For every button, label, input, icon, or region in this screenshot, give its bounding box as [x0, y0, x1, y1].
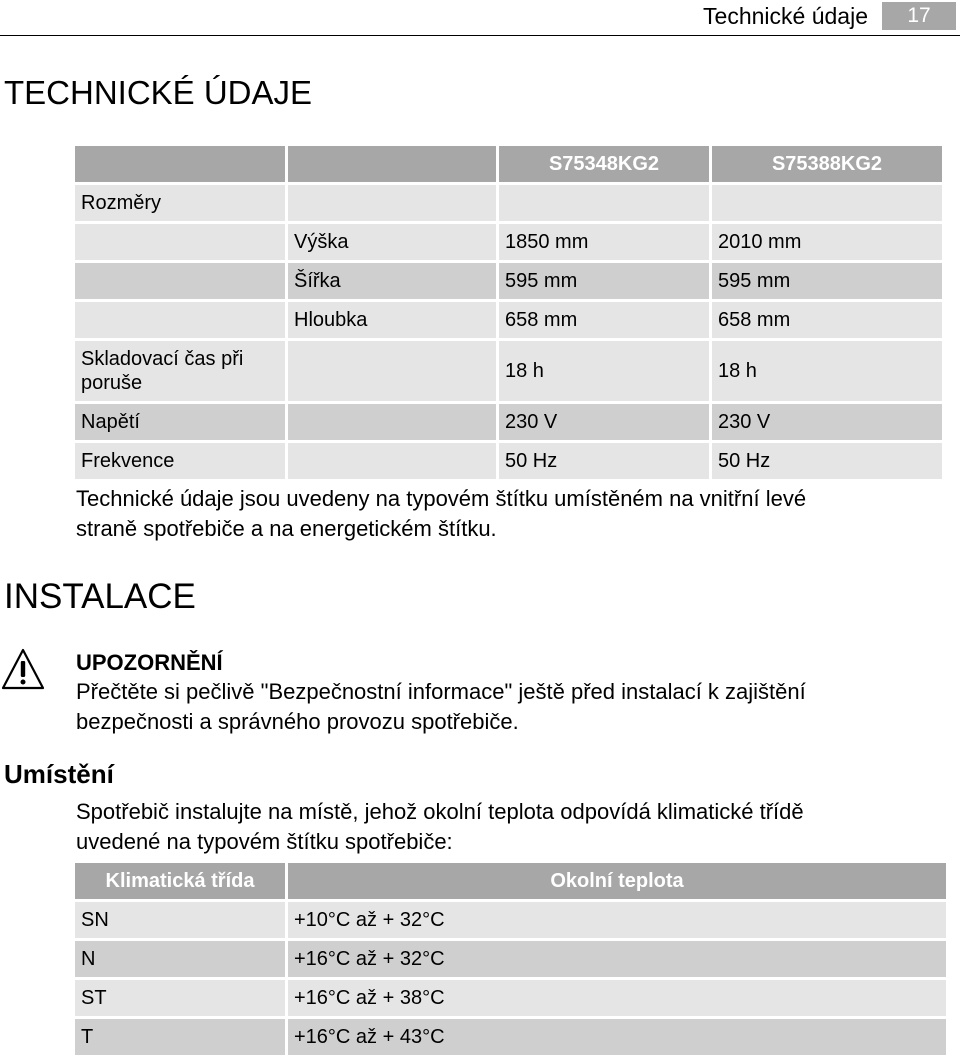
table-row [75, 224, 942, 260]
page-number-badge: 17 [882, 2, 956, 30]
table-cell-value: 18 h [499, 341, 709, 401]
climate-class-table [72, 860, 949, 1058]
table-cell-value: 595 mm [712, 263, 942, 299]
temperature-range-cell: +16°C až + 32°C [288, 941, 946, 977]
running-header-title: Technické údaje [703, 3, 868, 29]
table-cell [75, 302, 285, 338]
table-cell-value: 658 mm [712, 302, 942, 338]
table-cell-value: 230 V [499, 404, 709, 440]
climate-class-cell: SN [75, 902, 285, 938]
table-cell [288, 341, 496, 401]
climate-class-cell: ST [75, 980, 285, 1016]
table-row [75, 404, 942, 440]
temperature-range-cell: +10°C až + 32°C [288, 902, 946, 938]
table-cell [288, 443, 496, 479]
table-row [75, 302, 942, 338]
dimension-label-width: Šířka [288, 263, 496, 299]
paragraph-line: Technické údaje jsou uvedeny na typovém štítku umístěném na vnitřní levé [76, 486, 807, 511]
table-cell [712, 185, 942, 221]
paragraph-line: bezpečnosti a správného provozu spotřebiče. [76, 709, 519, 734]
technical-note [76, 484, 806, 544]
table-header-row [75, 863, 946, 899]
paragraph-line: Přečtěte si pečlivě "Bezpečnostní informace" ještě před instalací k zajištění [76, 679, 806, 704]
table-row [75, 185, 942, 221]
row-label-dimensions: Rozměry [75, 185, 285, 221]
table-cell-value: 658 mm [499, 302, 709, 338]
table-header-cell [288, 146, 496, 182]
table-cell-value: 18 h [712, 341, 942, 401]
model-header-2: S75388KG2 [712, 146, 942, 182]
paragraph-line: Spotřebič instalujte na místě, jehož okolní teplota odpovídá klimatické třídě [76, 799, 804, 824]
placement-text [76, 797, 804, 857]
paragraph-line: straně spotřebiče a na energetickém štítku. [76, 516, 497, 541]
warning-text [76, 677, 806, 737]
section-heading-placement: Umístění [4, 759, 114, 789]
temperature-range-cell: +16°C až + 43°C [288, 1019, 946, 1055]
table-header-cell [75, 146, 285, 182]
warning-triangle-icon [0, 647, 46, 691]
table-cell [288, 185, 496, 221]
model-header-1: S75348KG2 [499, 146, 709, 182]
table-cell [75, 224, 285, 260]
temperature-range-cell: +16°C až + 38°C [288, 980, 946, 1016]
table-cell-value: 1850 mm [499, 224, 709, 260]
table-row [75, 980, 946, 1016]
table-header-row [75, 146, 942, 182]
table-cell [75, 263, 285, 299]
table-row [75, 263, 942, 299]
header-divider [0, 35, 960, 36]
table-cell [499, 185, 709, 221]
header-climate-class: Klimatická třída [75, 863, 285, 899]
section-heading-installation: INSTALACE [4, 577, 196, 616]
dimension-label-height: Výška [288, 224, 496, 260]
section-heading-technical-data: TECHNICKÉ ÚDAJE [4, 74, 313, 111]
warning-title: UPOZORNĚNÍ [76, 650, 223, 675]
table-cell-value: 50 Hz [499, 443, 709, 479]
row-label-line: poruše [81, 372, 143, 394]
row-label-frequency: Frekvence [75, 443, 285, 479]
climate-class-cell: T [75, 1019, 285, 1055]
table-cell [288, 404, 496, 440]
paragraph-line: uvedené na typovém štítku spotřebiče: [76, 829, 453, 854]
row-label-line: Skladovací čas při [81, 348, 244, 370]
table-cell-value: 50 Hz [712, 443, 942, 479]
table-row [75, 443, 942, 479]
header-ambient-temperature: Okolní teplota [288, 863, 946, 899]
table-row [75, 941, 946, 977]
climate-class-cell: N [75, 941, 285, 977]
table-row [75, 902, 946, 938]
table-row [75, 341, 942, 401]
technical-data-table [72, 143, 945, 482]
table-row [75, 1019, 946, 1055]
row-label-storage-time [75, 341, 285, 401]
table-cell-value: 2010 mm [712, 224, 942, 260]
row-label-voltage: Napětí [75, 404, 285, 440]
table-cell-value: 595 mm [499, 263, 709, 299]
dimension-label-depth: Hloubka [288, 302, 496, 338]
table-cell-value: 230 V [712, 404, 942, 440]
